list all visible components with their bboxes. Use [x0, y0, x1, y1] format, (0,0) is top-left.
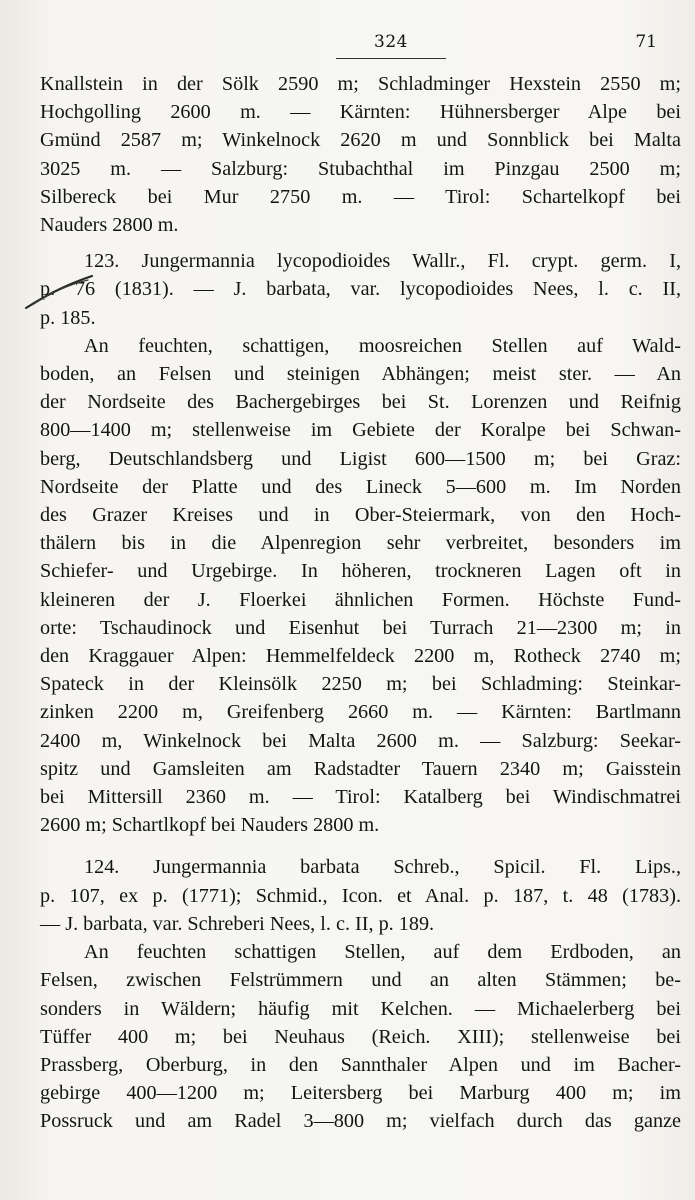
- text-line: An feuchten schattigen Stellen, auf dem Erdboden, an: [84, 941, 681, 964]
- text-line: Tüffer 400 m; bei Neuhaus (Reich. XIII); stellenweise bei: [40, 1025, 681, 1048]
- header-rule: [336, 58, 446, 59]
- entry-heading-line: 124. Jungermannia barbata Schreb., Spicil. Fl. Lips.,: [84, 856, 681, 879]
- entry-heading-line: 123. Jungermannia lycopodioides Wallr., Fl. crypt. germ. I,: [84, 250, 681, 273]
- text-line: bei Mittersill 2360 m. — Tirol: Katalberg bei Windischmatrei: [40, 786, 681, 809]
- text-line: p. 107, ex p. (1771); Schmid., Icon. et Anal. p. 187, t. 48 (1783).: [40, 884, 681, 907]
- sheet-number: 71: [635, 32, 657, 52]
- text-line: zinken 2200 m, Greifenberg 2660 m. — Kärnten: Bartlmann: [40, 701, 681, 724]
- text-line: boden, an Felsen und steinigen Abhängen; meist ster. — An: [40, 363, 681, 386]
- species-entry-124: [40, 853, 681, 938]
- text-line: 2600 m; Schartlkopf bei Nauders 2800 m.: [40, 814, 380, 837]
- text-line: Nauders 2800 m.: [40, 214, 179, 237]
- text-line: sonders in Wäldern; häufig mit Kelchen. — Michaelerberg bei: [40, 997, 681, 1020]
- text-line: Schiefer- und Urgebirge. In höheren, trockneren Lagen oft in: [40, 560, 681, 583]
- text-line: thälern bis in die Alpenregion sehr verbreitet, besonders im: [40, 532, 681, 555]
- page-header: [40, 30, 681, 70]
- text-line: berg, Deutschlandsberg und Ligist 600—1500 m; bei Graz:: [40, 447, 681, 470]
- species-description-124: [40, 938, 681, 1135]
- text-line: 2400 m, Winkelnock bei Malta 2600 m. — Salzburg: Seekar-: [40, 729, 681, 752]
- text-line: An feuchten, schattigen, moosreichen Stellen auf Wald-: [84, 334, 681, 357]
- text-line: gebirge 400—1200 m; Leitersberg bei Marburg 400 m; im: [40, 1082, 681, 1105]
- text-line: — J. barbata, var. Schreberi Nees, l. c. II, p. 189.: [40, 912, 435, 935]
- text-line: spitz und Gamsleiten am Radstadter Tauern 2340 m; Gaisstein: [40, 757, 681, 780]
- text-line: p. 76 (1831). — J. barbata, var. lycopodioides Nees, l. c. II,: [40, 278, 681, 301]
- text-line: den Kraggauer Alpen: Hemmelfeldeck 2200 m, Rotheck 2740 m;: [40, 645, 681, 668]
- text-line: Spateck in der Kleinsölk 2250 m; bei Schladming: Steinkar-: [40, 673, 681, 696]
- text-line: orte: Tschaudinock und Eisenhut bei Turrach 21—2300 m; in: [40, 616, 681, 639]
- text-line: der Nordseite des Bachergebirges bei St. Lorenzen und Reifnig: [40, 391, 681, 414]
- pencil-check-mark: [22, 272, 102, 312]
- text-line: Silbereck bei Mur 2750 m. — Tirol: Schartelkopf bei: [40, 185, 681, 208]
- text-line: Felsen, zwischen Felstrümmern und an alten Stämmen; be-: [40, 969, 681, 992]
- species-description-123: [40, 332, 681, 840]
- text-line: Nordseite der Platte und des Lineck 5—600 m. Im Norden: [40, 475, 681, 498]
- text-line: Knallstein in der Sölk 2590 m; Schladminger Hexstein 2550 m;: [40, 73, 681, 95]
- text-line: kleineren der J. Floerkei ähnlichen Formen. Höchste Fund-: [40, 588, 681, 611]
- paragraph-continuation: [40, 70, 681, 239]
- body-text: [40, 70, 681, 1136]
- text-line: Prassberg, Oberburg, in den Sannthaler Alpen und im Bacher-: [40, 1053, 681, 1076]
- text-line: Possruck und am Radel 3—800 m; vielfach durch das ganze: [40, 1110, 681, 1133]
- text-line: p. 185.: [40, 306, 96, 329]
- text-line: Hochgolling 2600 m. — Kärnten: Hühnersberger Alpe bei: [40, 101, 681, 124]
- species-entry-123: [40, 247, 681, 332]
- page-number: 324: [374, 32, 408, 52]
- text-line: 800—1400 m; stellenweise im Gebiete der Koralpe bei Schwan-: [40, 419, 681, 442]
- text-line: des Grazer Kreises und in Ober-Steiermark, von den Hoch-: [40, 504, 681, 527]
- text-line: 3025 m. — Salzburg: Stubachthal im Pinzgau 2500 m;: [40, 157, 681, 180]
- text-line: Gmünd 2587 m; Winkelnock 2620 m und Sonnblick bei Malta: [40, 129, 681, 152]
